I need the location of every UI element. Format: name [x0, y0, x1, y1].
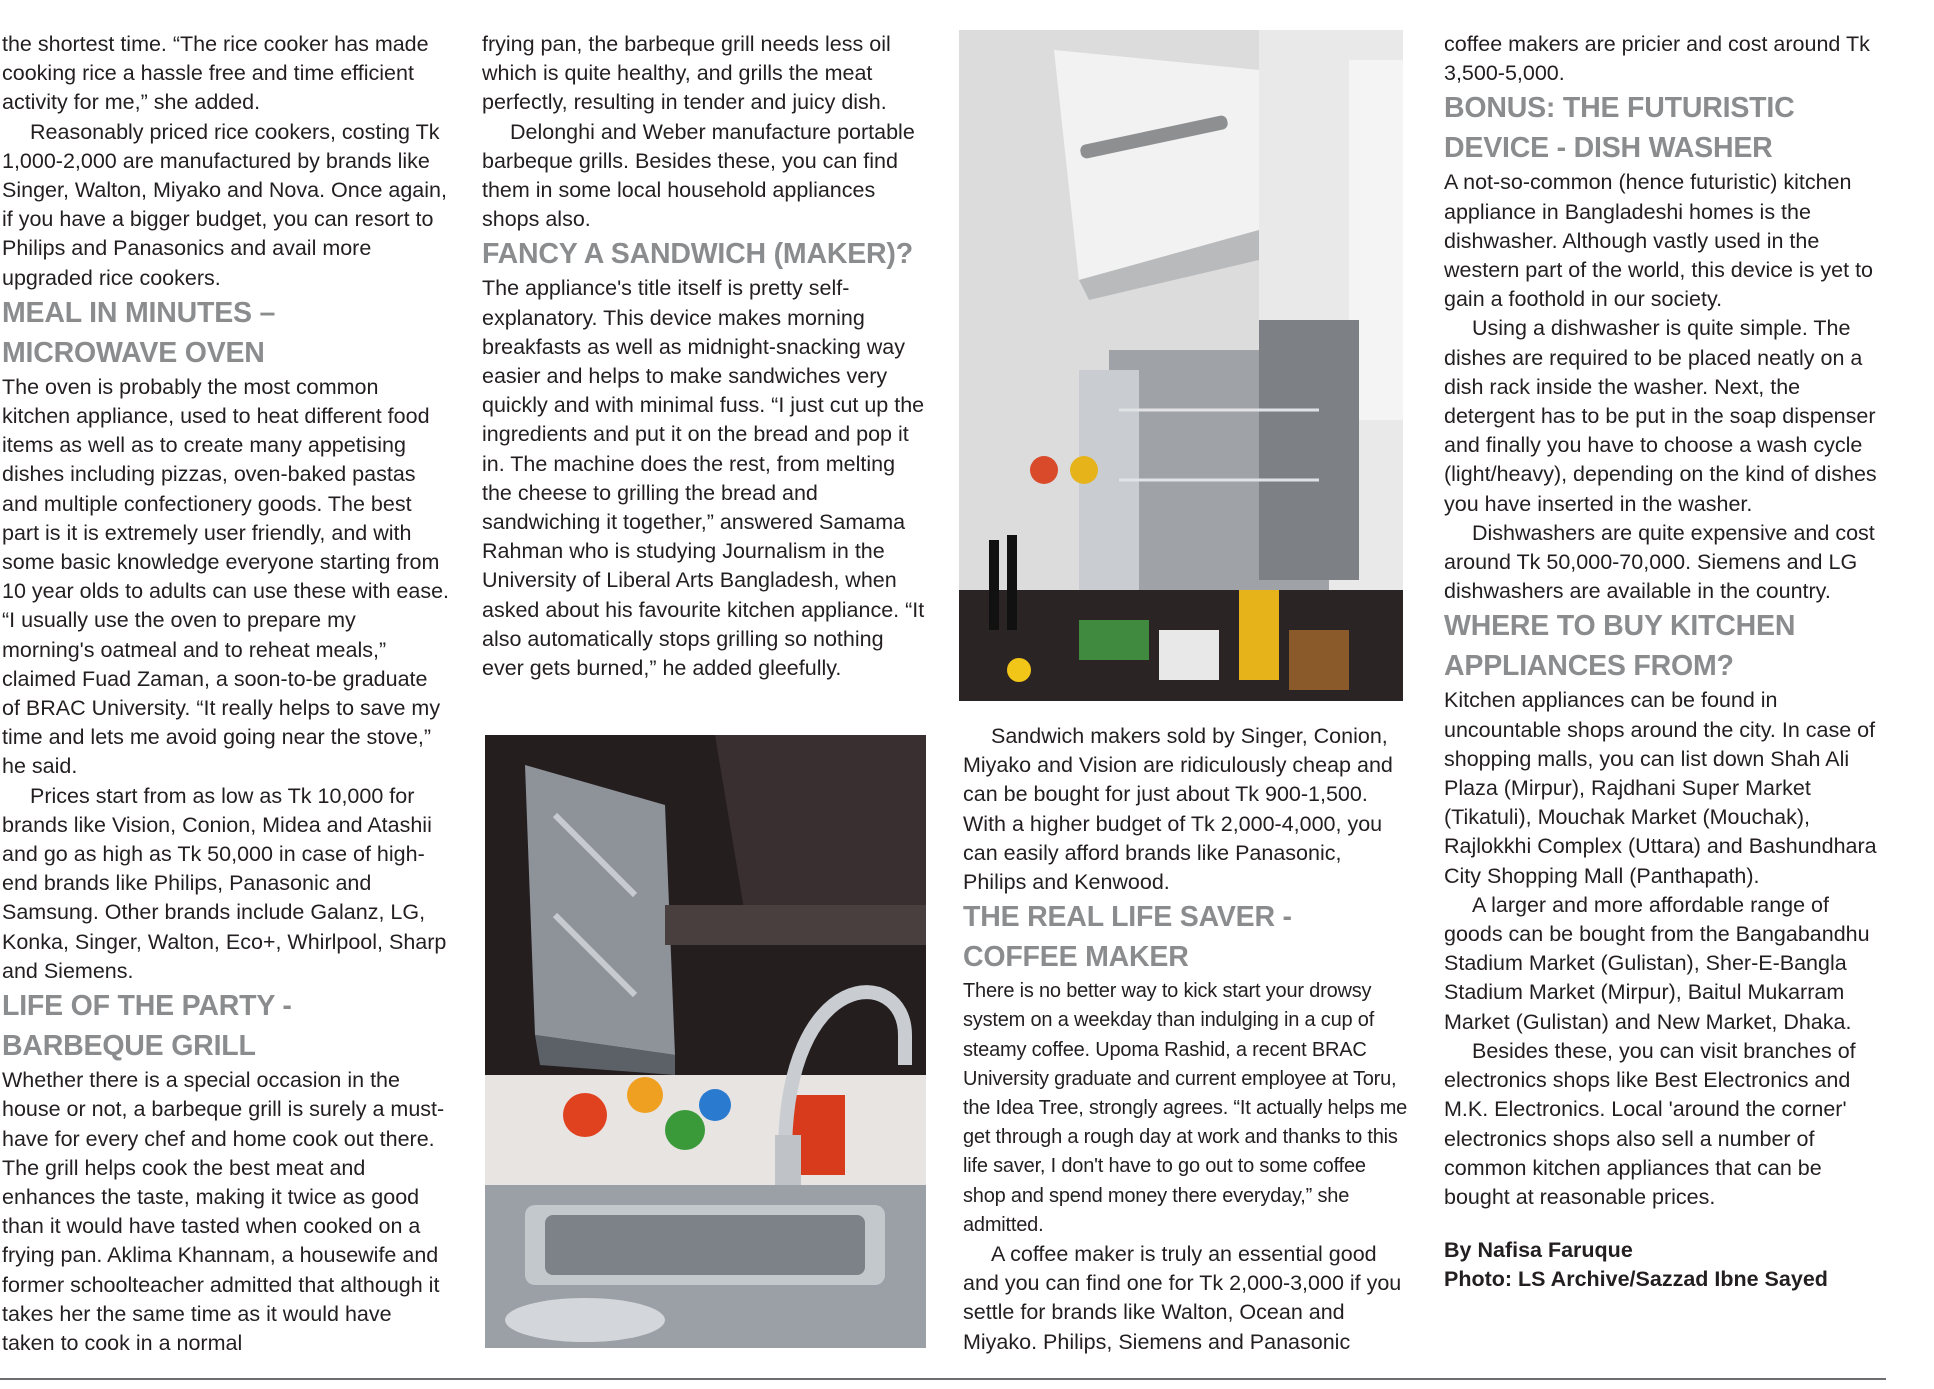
section-heading-dishwasher: BONUS: THE FUTURISTIC DEVICE - DISH WASHER	[1444, 92, 1795, 165]
section-heading-bbq: LIFE OF THE PARTY - BARBEQUE GRILL	[2, 990, 292, 1063]
paragraph: The appliance's title itself is pretty self-explanatory. This device makes morning breakfasts as well as midnight-snacking way easier and helps to make sandwiches very quickly and with minimal fuss. “I just cut up the ingredients and put it on the bread and pop it in. The machine does the rest, from melting the cheese to grilling the bread and sandwiching it together,” answered Samama Rahman who is studying Journalism in the University of Liberal Arts Bangladesh, when asked about his favourite kitchen appliance. “It also automatically stops grilling so nothing ever gets burned,” he added gleefully.	[482, 276, 925, 681]
kitchen-cabinet-photo	[959, 30, 1403, 701]
section-heading-sandwich: FANCY A SANDWICH (MAKER)?	[482, 238, 913, 271]
footer-rule	[0, 1378, 1886, 1380]
kitchen-sink-photo	[485, 735, 926, 1348]
article-column-3	[963, 722, 1410, 1357]
paragraph: Prices start from as low as Tk 10,000 for brands like Vision, Conion, Midea and Atashii and go as high as Tk 50,000 in case of high-end brands like Philips, Panasonic and Samsung. Other brands include Galanz, LG, Konka, Singer, Walton, Eco+, Whirlpool, Sharp and Siemens.	[2, 783, 447, 983]
kitchen-cabinet-illustration	[959, 30, 1403, 701]
paragraph: A not-so-common (hence futuristic) kitchen appliance in Bangladeshi homes is the dishwasher. Although vastly used in the western part of the world, this device is yet to gain a foothold in our society.	[1444, 170, 1874, 312]
paragraph: Delonghi and Weber manufacture portable barbeque grills. Besides these, you can find them in some local household appliances shops also.	[482, 119, 915, 232]
paragraph: Sandwich makers sold by Singer, Conion, Miyako and Vision are ridiculously cheap and can be bought for just about Tk 900-1,500. With a higher budget of Tk 2,000-4,000, you can easily afford brands like Panasonic, Philips and Kenwood.	[963, 724, 1393, 895]
paragraph: A larger and more affordable range of goods can be bought from the Bangabandhu Stadium Market (Gulistan), Sher-E-Bangla Stadium Market (Mirpur), Baitul Mukarram Market (Gulistan) and New Market, Dhaka.	[1444, 892, 1870, 1034]
paragraph: The oven is probably the most common kitchen appliance, used to heat different food items as well as to create many appetising dishes including pizzas, oven-baked pastas and multiple confectionery goods. The best part is it is extremely user friendly, and with some basic knowledge everyone starting from 10 year olds to adults can use these with ease. “I usually use the oven to prepare my morning's oatmeal and to reheat meals,” claimed Fuad Zaman, a soon-to-be graduate of BRAC University. “It really helps to save my time and lets me avoid going near the stove,” he said.	[2, 374, 449, 779]
paragraph: the shortest time. “The rice cooker has made cooking rice a hassle free and time efficient activity for me,” she added.	[2, 32, 429, 115]
paragraph: Reasonably priced rice cookers, costing Tk 1,000-2,000 are manufactured by brands like Singer, Walton, Miyako and Nova. Once again, if you have a bigger budget, you can resort to Philips and Panasonics and avail more upgraded rice cookers.	[2, 119, 447, 290]
paragraph: A coffee maker is truly an essential good and you can find one for Tk 2,000-3,000 if you settle for brands like Walton, Ocean and Miyako. Philips, Siemens and Panasonic	[963, 1242, 1402, 1354]
author-byline: By Nafisa Faruque	[1444, 1238, 1633, 1263]
paragraph: frying pan, the barbeque grill needs less oil which is quite healthy, and grills the meat perfectly, resulting in tender and juicy dish.	[482, 32, 891, 115]
section-heading-where-to-buy: WHERE TO BUY KITCHEN APPLIANCES FROM?	[1444, 610, 1796, 683]
section-heading-microwave: MEAL IN MINUTES – MICROWAVE OVEN	[2, 296, 276, 369]
photo-credit: Photo: LS Archive/Sazzad Ibne Sayed	[1444, 1267, 1828, 1292]
paragraph: Besides these, you can visit branches of electronics shops like Best Electronics and M.K. Electronics. Local 'around the corner' electronics shops also sell a number of common kitchen appliances that can be bought at reasonable prices.	[1444, 1038, 1856, 1209]
article-column-4	[1444, 30, 1891, 1295]
article-column-1	[2, 30, 449, 1358]
article-column-2	[482, 30, 929, 683]
paragraph: Kitchen appliances can be found in uncountable shops around the city. In case of shopping malls, you can list down Shah Ali Plaza (Mirpur), Rajdhani Super Market (Tikatuli), Mouchak Market (Mouchak), Rajlokkhi Complex (Uttara) and Bashundhara City Shopping Mall (Panthapath).	[1444, 688, 1877, 888]
paragraph: Using a dishwasher is quite simple. The dishes are required to be placed neatly on a dish rack inside the washer. Next, the detergent has to be put in the soap dispenser and finally you have to choose a wash cycle (light/heavy), depending on the kind of dishes you have inserted in the washer.	[1444, 316, 1877, 516]
paragraph: There is no better way to kick start your drowsy system on a weekday than indulging in a cup of steamy coffee. Upoma Rashid, a recent BRAC University graduate and current employee at Toru, the Idea Tree, strongly agrees. “It actually helps me get through a rough day at work and thanks to this life saver, I don't have to go out to some coffee shop and spend money there everyday,” she admitted.	[963, 980, 1408, 1236]
paragraph: coffee makers are pricier and cost around Tk 3,500-5,000.	[1444, 32, 1870, 86]
section-heading-coffee: THE REAL LIFE SAVER - COFFEE MAKER	[963, 901, 1292, 974]
paragraph: Dishwashers are quite expensive and cost around Tk 50,000-70,000. Siemens and LG dishwashers are available in the country.	[1444, 520, 1875, 604]
paragraph: Whether there is a special occasion in the house or not, a barbeque grill is surely a must-have for every chef and home cook out there. The grill helps cook the best meat and enhances the taste, making it twice as good than it would have tasted when cooked on a frying pan. Aklima Khannam, a housewife and former schoolteacher admitted that although it takes her the same time as it would have taken to cook in a normal	[2, 1068, 445, 1355]
kitchen-sink-illustration	[485, 735, 926, 1348]
